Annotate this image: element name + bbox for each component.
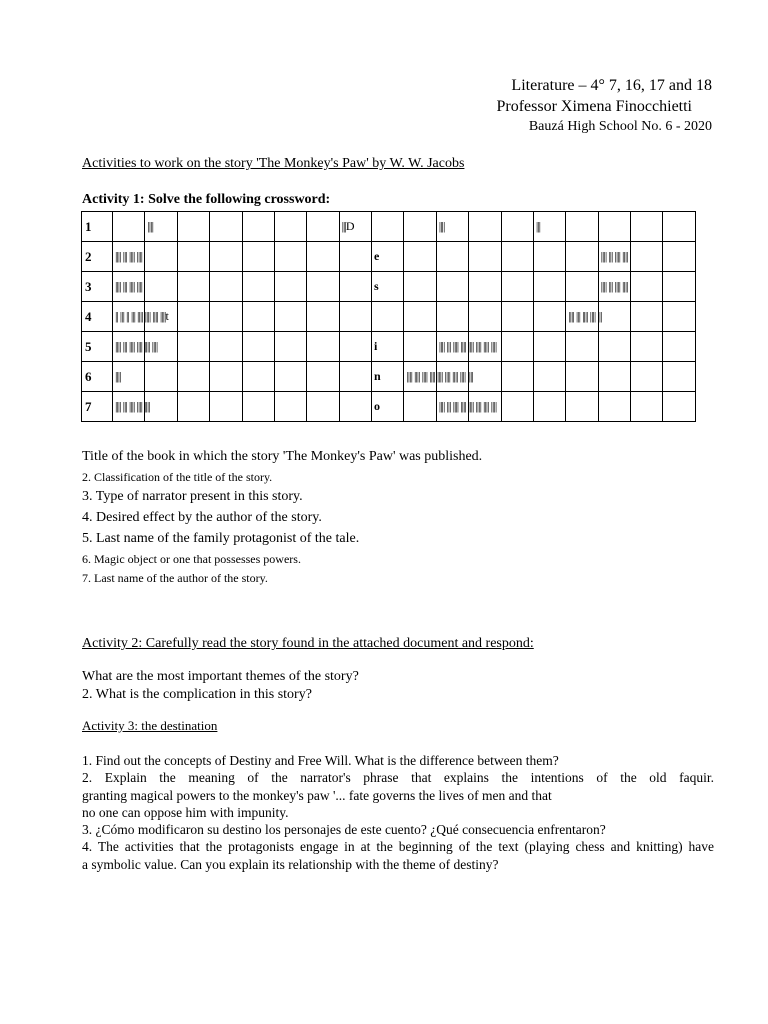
crossword-cell [210,332,242,362]
professor-line: Professor Ximena Finocchietti [496,97,692,115]
crossword-cell [274,362,306,392]
crossword-row [82,362,696,392]
crossword-cell [533,392,565,422]
crossword-cell [210,362,242,392]
crossword-cell: |||D [339,212,371,242]
crossword-cell: |||| ||| |||| |||| |||| |||| |||| |||| [436,392,468,422]
crossword-cell [404,392,436,422]
crossword-row-number: 7 [82,392,113,422]
crossword-row [82,332,696,362]
crossword-cell [469,242,501,272]
crossword-cell [501,272,533,302]
crossword-cell [210,212,242,242]
crossword-cell [598,302,630,332]
crossword-cell [631,332,663,362]
activity3-q2-line3: no one can oppose him with impunity. [82,804,289,820]
crossword-cell [274,272,306,302]
crossword-cell [372,212,404,242]
crossword-cell: ||| [533,212,565,242]
crossword-cell [339,272,371,302]
crossword-cell [145,362,177,392]
activity2-q1: What are the most important themes of the story? [82,669,359,684]
crossword-cell: |||| [145,212,177,242]
crossword-row-number: 4 [82,302,113,332]
crossword-cell [339,392,371,422]
crossword-cell [631,242,663,272]
crossword-cell [631,272,663,302]
intro-heading: Activities to work on the story 'The Monkey's Paw' by W. W. Jacobs [82,156,465,171]
school-line: Bauzá High School No. 6 - 2020 [528,118,712,134]
crossword-cell [663,272,696,302]
crossword-row [82,392,696,422]
activity3-q2-line2: granting magical powers to the monkey's paw '... fate governs the lives of men and that [82,787,552,803]
crossword-cell [631,392,663,422]
crossword-cell [242,362,274,392]
crossword-cell [113,212,145,242]
crossword-cell [501,392,533,422]
activity3-q3: 3. ¿Cómo modificaron su destino los personajes de este cuento? ¿Qué consecuencia enfrentaron? [82,822,606,838]
crossword-row [82,212,696,242]
clue-4: 4. Desired effect by the author of the story. [82,510,322,525]
crossword-cell [404,302,436,332]
crossword-cell [242,212,274,242]
crossword-cell [404,212,436,242]
crossword-cell [469,272,501,302]
crossword-cell [210,302,242,332]
crossword-cell [501,212,533,242]
crossword-cell [469,212,501,242]
crossword-cell [210,392,242,422]
crossword-cell [533,302,565,332]
crossword-cell [177,212,209,242]
crossword-cell [274,212,306,242]
crossword-cell: |||| ||| |||| |||| ||| [566,302,598,332]
activity1-title: Activity 1: Solve the following crossword: [82,192,331,207]
crossword-row-number: 3 [82,272,113,302]
crossword-cell: o [372,392,404,422]
crossword-cell: |||| [436,212,468,242]
crossword-cell: |||| ||| |||| |||| |||| |||| [113,332,145,362]
crossword-cell [145,242,177,272]
crossword-cell [469,302,501,332]
crossword-cell [274,242,306,272]
activity2-title: Activity 2: Carefully read the story found in the attached document and respond: [82,636,534,651]
crossword-cell [177,242,209,272]
activity2-questions [82,668,359,704]
clue-6: 6. Magic object or one that possesses powers. [82,552,301,566]
activity3-q2-line1: 2. Explain the meaning of the narrator's phrase that explains the intentions of the old faquir. [82,770,714,786]
crossword-cell: n [372,362,404,392]
activity3-q4-line2: a symbolic value. Can you explain its relationship with the theme of destiny? [82,856,499,872]
crossword-cell [566,242,598,272]
crossword-cell [533,332,565,362]
crossword-cell [404,242,436,272]
crossword-cell [404,272,436,302]
crossword-cell [339,332,371,362]
crossword-cell [242,332,274,362]
crossword-cell [177,362,209,392]
crossword-cell [339,362,371,392]
crossword-cell [663,362,696,392]
crossword-cell [339,242,371,272]
crossword-cell [307,212,339,242]
crossword-row [82,272,696,302]
clue-3: 3. Type of narrator present in this story. [82,489,303,504]
crossword-cell [566,392,598,422]
crossword-cell [631,362,663,392]
activity2-q2: 2. What is the complication in this story? [82,687,312,703]
activity3-title: Activity 3: the destination [82,718,218,733]
crossword-cell [663,332,696,362]
crossword-cell [566,212,598,242]
crossword-cell: |||| [113,362,145,392]
crossword-cell: |||| ||| |||| |||| [598,272,630,302]
crossword-cell [436,242,468,272]
crossword-cell [663,392,696,422]
clue-1: Title of the book in which the story 'The Monkey's Paw' was published. [82,449,483,464]
course-line: Literature – 4° 7, 16, 17 and 18 [511,77,712,94]
document-header [496,76,712,136]
crossword-cell [598,392,630,422]
crossword-grid [81,211,696,422]
crossword-row-number: 1 [82,212,113,242]
crossword-cell [663,242,696,272]
activity3-questions [82,752,714,873]
crossword-cell [177,272,209,302]
crossword-row-number: 2 [82,242,113,272]
crossword-cell [307,242,339,272]
crossword-cell [598,362,630,392]
crossword-cell: |||| ||| |||| |||| |||| |||| |||| |||| [436,332,468,362]
crossword-cell [501,302,533,332]
activity3-q4-line1: 4. The activities that the protagonists engage in at the beginning of the text (playing chess and knitting) have [82,839,714,855]
crossword-cell [631,302,663,332]
crossword-cell [566,272,598,302]
crossword-cell [339,302,371,332]
crossword-cell [598,212,630,242]
crossword-cell [210,272,242,302]
crossword-cell: |||| ||| |||| |||| [113,272,145,302]
clue-7: 7. Last name of the author of the story. [82,571,268,585]
crossword-row-number: 5 [82,332,113,362]
crossword-cell: i [372,332,404,362]
crossword-cell: e [372,242,404,272]
crossword-cell: |||| ||| |||| |||| [113,242,145,272]
crossword-row-number: 6 [82,362,113,392]
crossword-cell [177,302,209,332]
crossword-cell [242,392,274,422]
crossword-cell [307,362,339,392]
crossword-cell [533,242,565,272]
crossword-cell [274,392,306,422]
crossword-cell [436,302,468,332]
crossword-cell [566,362,598,392]
crossword-cell [469,362,501,392]
crossword-cell [274,302,306,332]
crossword-cell [242,302,274,332]
clue-5: 5. Last name of the family protagonist of the tale. [82,531,360,546]
crossword-cell [533,272,565,302]
crossword-cell [307,272,339,302]
crossword-cell [274,332,306,362]
crossword-cell [307,392,339,422]
clue-2: 2. Classification of the title of the story. [82,470,273,484]
crossword-cell [663,302,696,332]
crossword-cell [145,272,177,302]
crossword-clues [82,450,482,591]
crossword-cell [533,362,565,392]
crossword-cell [566,332,598,362]
crossword-cell [307,332,339,362]
crossword-cell [404,332,436,362]
crossword-cell [663,212,696,242]
crossword-cell [210,242,242,272]
crossword-cell [598,332,630,362]
crossword-cell [501,362,533,392]
crossword-cell: |||| ||| |||| |||| |||| [113,392,145,422]
crossword-cell [501,332,533,362]
crossword-cell [501,242,533,272]
crossword-cell [372,302,404,332]
crossword-row [82,302,696,332]
crossword-cell [631,212,663,242]
crossword-cell [177,332,209,362]
crossword-cell [242,272,274,302]
crossword-cell: |||| ||| |||| |||| [598,242,630,272]
crossword-cell [177,392,209,422]
crossword-row [82,242,696,272]
crossword-cell [242,242,274,272]
crossword-cell [436,272,468,302]
crossword-cell: || ||| || ||| |||| |||| |||| ||||t [113,302,145,332]
crossword-cell: |||| |||| |||| |||| |||| |||| |||| |||| |||| [404,362,436,392]
activity3-q1: 1. Find out the concepts of Destiny and Free Will. What is the difference between them? [82,753,559,768]
crossword-cell: s [372,272,404,302]
crossword-cell [307,302,339,332]
